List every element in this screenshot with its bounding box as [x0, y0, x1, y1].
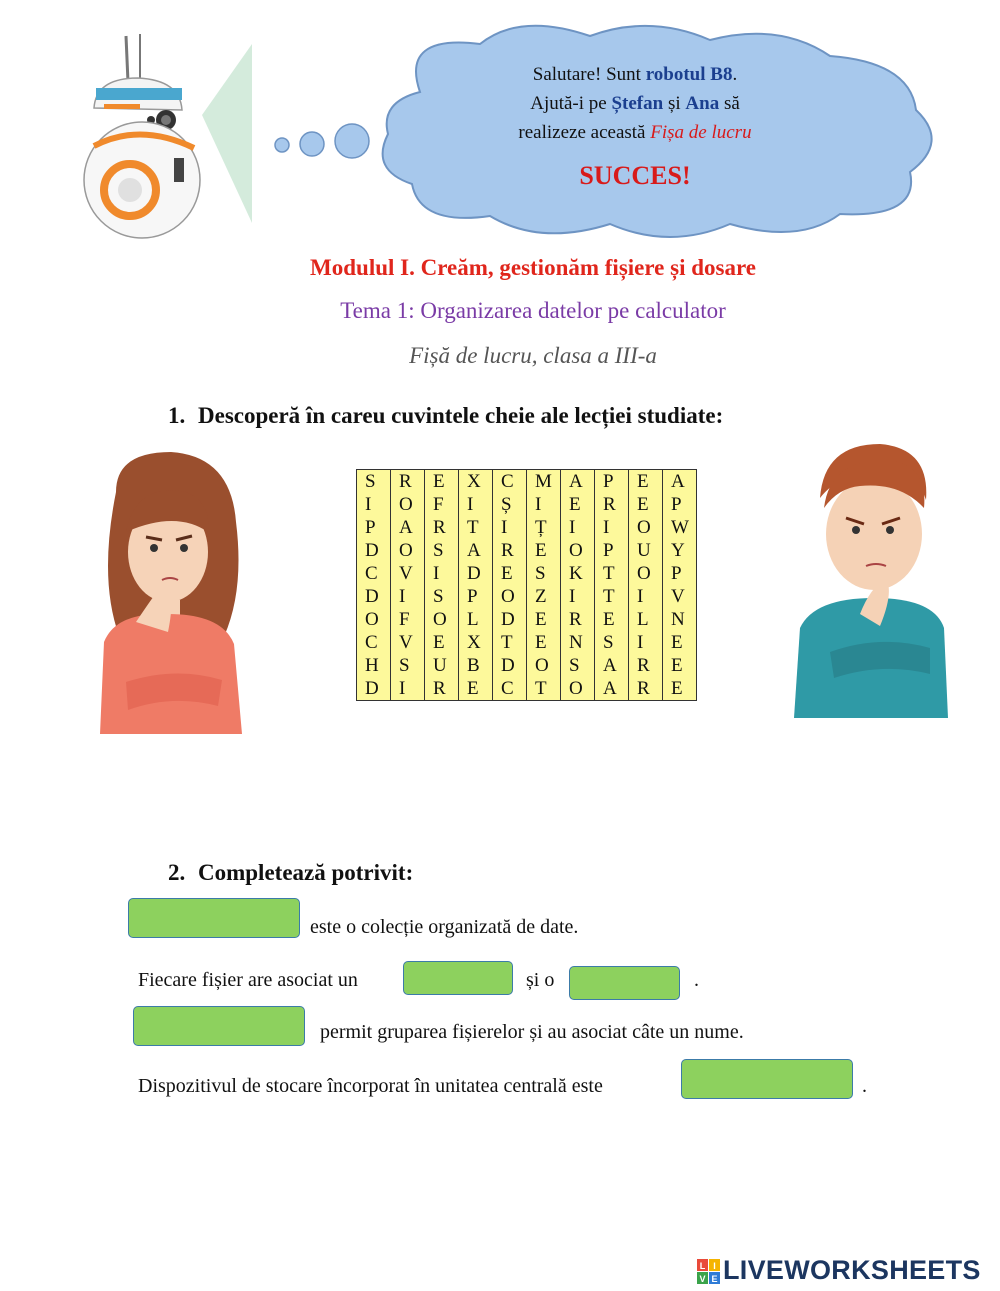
- grid-cell[interactable]: N: [561, 631, 595, 654]
- grid-cell[interactable]: V: [663, 585, 697, 608]
- grid-row: [357, 677, 697, 701]
- grid-cell[interactable]: Y: [663, 539, 697, 562]
- grid-cell[interactable]: K: [561, 562, 595, 585]
- speech-text: și: [663, 93, 686, 114]
- sentence-3: permit gruparea fișierelor și au asociat câte un nume.: [320, 1021, 744, 1043]
- grid-cell[interactable]: C: [493, 677, 527, 701]
- task-2-number: 2.: [168, 860, 186, 885]
- grid-cell[interactable]: I: [527, 493, 561, 516]
- grid-cell[interactable]: I: [629, 585, 663, 608]
- grid-cell[interactable]: R: [425, 677, 459, 701]
- grid-row: [357, 654, 697, 677]
- grid-cell[interactable]: I: [629, 631, 663, 654]
- grid-cell[interactable]: O: [561, 677, 595, 701]
- grid-cell[interactable]: C: [357, 562, 391, 585]
- grid-cell[interactable]: A: [595, 654, 629, 677]
- grid-cell[interactable]: S: [425, 539, 459, 562]
- grid-cell[interactable]: E: [527, 539, 561, 562]
- logo-letter: I: [713, 1261, 716, 1271]
- answer-box-3[interactable]: [569, 966, 680, 1000]
- grid-cell[interactable]: E: [493, 562, 527, 585]
- grid-cell[interactable]: Ș: [493, 493, 527, 516]
- grid-cell[interactable]: S: [527, 562, 561, 585]
- grid-cell[interactable]: S: [357, 470, 391, 494]
- grid-cell[interactable]: O: [561, 539, 595, 562]
- grid-cell[interactable]: T: [595, 562, 629, 585]
- answer-box-5[interactable]: [681, 1059, 853, 1099]
- grid-cell[interactable]: E: [459, 677, 493, 701]
- success-message: SUCCES!: [579, 161, 691, 190]
- grid-cell[interactable]: P: [357, 516, 391, 539]
- grid-cell[interactable]: E: [561, 493, 595, 516]
- grid-cell[interactable]: I: [357, 493, 391, 516]
- sentence-4-start: Dispozitivul de stocare încorporat în unitatea centrală este: [138, 1075, 603, 1097]
- grid-cell[interactable]: L: [459, 608, 493, 631]
- grid-cell[interactable]: E: [527, 631, 561, 654]
- task-2-title: Completează potrivit:: [198, 860, 414, 885]
- grid-cell[interactable]: V: [391, 631, 425, 654]
- module-title: Modulul I. Creăm, gestionăm fișiere și dosare: [310, 255, 756, 280]
- grid-cell[interactable]: A: [391, 516, 425, 539]
- grid-cell[interactable]: F: [391, 608, 425, 631]
- grid-cell[interactable]: H: [357, 654, 391, 677]
- grid-cell[interactable]: U: [629, 539, 663, 562]
- task-1-number: 1.: [168, 403, 186, 428]
- word-search-grid[interactable]: [356, 469, 697, 701]
- grid-cell[interactable]: N: [663, 608, 697, 631]
- logo-letter: E: [711, 1274, 718, 1284]
- grid-cell[interactable]: I: [391, 677, 425, 701]
- grid-cell[interactable]: E: [425, 470, 459, 494]
- grid-cell[interactable]: P: [459, 585, 493, 608]
- grid-cell[interactable]: C: [493, 470, 527, 494]
- grid-cell[interactable]: D: [493, 654, 527, 677]
- grid-cell[interactable]: S: [391, 654, 425, 677]
- grid-cell[interactable]: X: [459, 631, 493, 654]
- grid-cell[interactable]: R: [425, 516, 459, 539]
- grid-cell[interactable]: E: [595, 608, 629, 631]
- grid-cell[interactable]: M: [527, 470, 561, 494]
- name-ana: Ana: [685, 93, 720, 114]
- grid-cell[interactable]: I: [391, 585, 425, 608]
- grid-cell[interactable]: E: [527, 608, 561, 631]
- grid-cell[interactable]: E: [663, 631, 697, 654]
- sentence-4-end: .: [862, 1075, 867, 1097]
- name-stefan: Ștefan: [611, 93, 664, 114]
- grid-cell[interactable]: E: [629, 470, 663, 494]
- grid-cell[interactable]: P: [663, 493, 697, 516]
- grid-cell[interactable]: B: [459, 654, 493, 677]
- grid-cell[interactable]: O: [391, 539, 425, 562]
- speech-text: realizeze această: [518, 122, 651, 143]
- grid-row: [357, 470, 697, 494]
- grid-cell[interactable]: I: [561, 516, 595, 539]
- grid-cell[interactable]: L: [629, 608, 663, 631]
- grid-cell[interactable]: Ț: [527, 516, 561, 539]
- grid-cell[interactable]: D: [357, 585, 391, 608]
- grid-cell[interactable]: S: [595, 631, 629, 654]
- speech-text: .: [732, 64, 738, 85]
- grid-cell[interactable]: E: [425, 631, 459, 654]
- grid-cell[interactable]: D: [459, 562, 493, 585]
- logo-letter: V: [699, 1274, 706, 1284]
- grid-cell[interactable]: S: [425, 585, 459, 608]
- grid-cell[interactable]: A: [663, 470, 697, 494]
- girl-thinking-illustration: [96, 452, 246, 734]
- grid-cell[interactable]: A: [459, 539, 493, 562]
- grid-cell[interactable]: A: [561, 470, 595, 494]
- boy-thinking-illustration: [790, 438, 950, 718]
- sentence-1: este o colecție organizată de date.: [310, 916, 579, 938]
- grid-row: [357, 585, 697, 608]
- grid-cell[interactable]: F: [425, 493, 459, 516]
- grid-row: [357, 562, 697, 585]
- speech-line-2: [430, 89, 840, 118]
- grid-cell[interactable]: D: [493, 608, 527, 631]
- grid-cell[interactable]: I: [459, 493, 493, 516]
- grid-cell[interactable]: D: [357, 677, 391, 701]
- grid-cell[interactable]: V: [391, 562, 425, 585]
- grid-row: [357, 608, 697, 631]
- grid-cell[interactable]: P: [595, 539, 629, 562]
- grid-cell[interactable]: I: [561, 585, 595, 608]
- theme-title: Tema 1: Organizarea datelor pe calculator: [340, 298, 726, 323]
- grid-cell[interactable]: O: [629, 516, 663, 539]
- sentence-2-mid: și o: [526, 969, 555, 991]
- sentence-2-start: Fiecare fișier are asociat un: [138, 969, 358, 991]
- grid-cell[interactable]: R: [561, 608, 595, 631]
- grid-cell[interactable]: T: [527, 677, 561, 701]
- worksheet-subtitle: Fișă de lucru, clasa a III-a: [409, 343, 657, 368]
- liveworksheets-logo-icon: [697, 1259, 721, 1285]
- grid-cell[interactable]: O: [357, 608, 391, 631]
- grid-cell[interactable]: I: [595, 516, 629, 539]
- grid-cell[interactable]: U: [425, 654, 459, 677]
- grid-cell[interactable]: T: [459, 516, 493, 539]
- speech-text: Salutare! Sunt: [532, 64, 646, 85]
- logo-letter: L: [699, 1261, 706, 1271]
- grid-cell[interactable]: R: [629, 654, 663, 677]
- grid-cell[interactable]: P: [663, 562, 697, 585]
- speech-text: Ajută-i pe: [530, 93, 612, 114]
- answer-box-1[interactable]: [128, 898, 300, 938]
- grid-cell[interactable]: C: [357, 631, 391, 654]
- grid-cell[interactable]: E: [629, 493, 663, 516]
- grid-cell[interactable]: R: [595, 493, 629, 516]
- grid-cell[interactable]: E: [663, 654, 697, 677]
- grid-cell[interactable]: O: [527, 654, 561, 677]
- grid-cell[interactable]: O: [391, 493, 425, 516]
- robot-bb8-illustration: [70, 30, 260, 245]
- grid-cell[interactable]: Z: [527, 585, 561, 608]
- grid-cell[interactable]: T: [493, 631, 527, 654]
- grid-cell[interactable]: R: [493, 539, 527, 562]
- grid-cell[interactable]: S: [561, 654, 595, 677]
- speech-text: să: [719, 93, 740, 114]
- grid-cell[interactable]: T: [595, 585, 629, 608]
- grid-cell[interactable]: O: [493, 585, 527, 608]
- grid-cell[interactable]: D: [357, 539, 391, 562]
- grid-cell[interactable]: O: [629, 562, 663, 585]
- grid-row: [357, 539, 697, 562]
- answer-box-4[interactable]: [133, 1006, 305, 1046]
- grid-cell[interactable]: X: [459, 470, 493, 494]
- grid-row: [357, 631, 697, 654]
- grid-cell[interactable]: I: [493, 516, 527, 539]
- sentence-2-end: .: [694, 969, 699, 991]
- grid-cell[interactable]: P: [595, 470, 629, 494]
- answer-box-2[interactable]: [403, 961, 513, 995]
- grid-cell[interactable]: O: [425, 608, 459, 631]
- grid-cell[interactable]: E: [663, 677, 697, 701]
- worksheet-mention: Fișa de lucru: [650, 122, 752, 143]
- grid-row: [357, 516, 697, 539]
- grid-cell[interactable]: W: [663, 516, 697, 539]
- speech-line-3: [430, 118, 840, 147]
- grid-cell[interactable]: R: [391, 470, 425, 494]
- grid-cell[interactable]: I: [425, 562, 459, 585]
- task-1-title: Descoperă în careu cuvintele cheie ale lecției studiate:: [198, 403, 724, 428]
- speech-line-1: [430, 60, 840, 89]
- grid-row: [357, 493, 697, 516]
- grid-cell[interactable]: R: [629, 677, 663, 701]
- robot-name: robotul B8: [645, 64, 733, 85]
- liveworksheets-logo-text: LIVEWORKSHEETS: [723, 1255, 981, 1285]
- grid-cell[interactable]: A: [595, 677, 629, 701]
